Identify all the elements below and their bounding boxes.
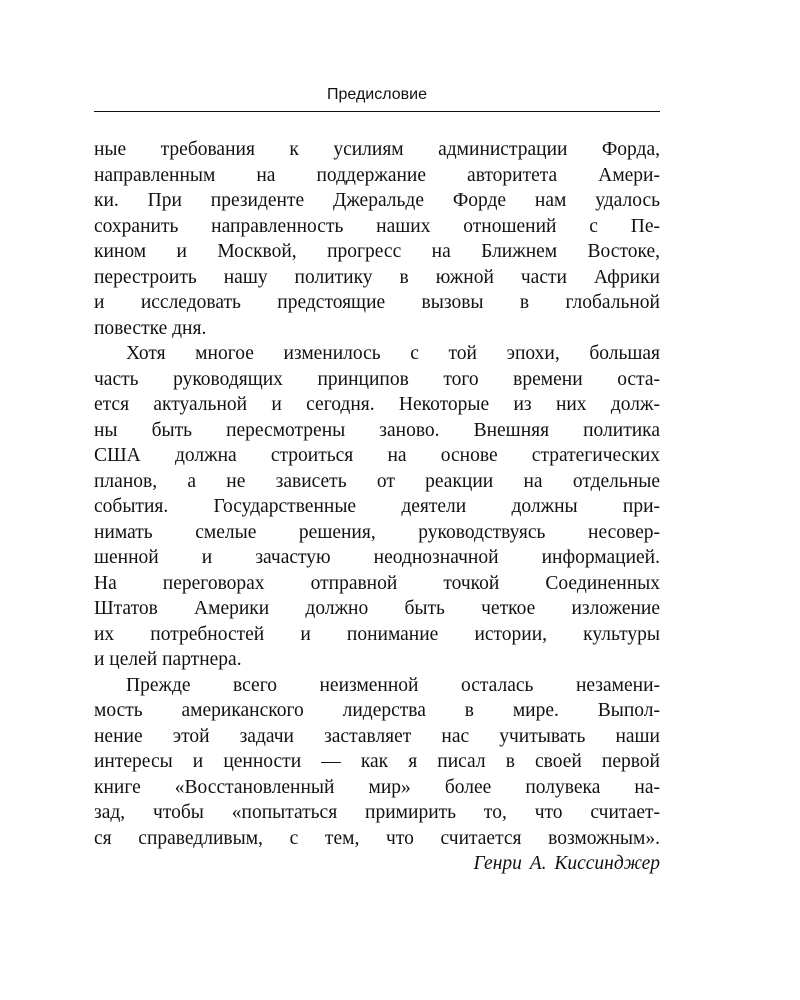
text-line: кином и Москвой, прогресс на Ближнем Востоке, [94,241,660,262]
text-line: нимать смелые решения, руководствуясь несовер- [94,521,660,543]
text-line: ны быть пересмотрены заново. Внешняя политика [94,419,660,441]
text-line: Хотя многое изменилось с той эпохи, большая [126,343,660,364]
text-line: сохранить направленность наших отношений с Пе- [94,215,660,237]
text-line: и целей партнера. [94,649,242,670]
text-line: ется актуальной и сегодня. Некоторые из них долж- [94,394,660,415]
text-line: их потребностей и понимание истории, культуры [94,623,660,645]
text-line: планов, а не зависеть от реакции на отдельные [94,470,660,492]
text-line: и исследовать предстоящие вызовы в глобальной [94,292,660,313]
text-line: нение этой задачи заставляет нас учитывать наши [94,725,660,747]
body-text [94,137,660,877]
text-line: ки. При президенте Джеральде Форде нам удалось [94,190,660,211]
paragraph-1 [94,137,660,341]
text-line: направленным на поддержание авторитета Амери- [94,164,660,186]
running-head-title: Предисловие [327,86,427,103]
paragraph-2 [94,341,660,673]
text-line: зад, чтобы «попытаться примирить то, что считает- [94,802,660,823]
text-line: перестроить нашу политику в южной части Африки [94,266,660,288]
text-line: Прежде всего неизменной осталась незамени- [126,674,660,696]
text-line: интересы и ценности — как я писал в своей первой [94,751,660,772]
text-line: ные требования к усилиям администрации Форда, [94,139,660,160]
author-signature: Генри А. Киссинджер [473,853,660,874]
text-line: повестке дня. [94,317,207,339]
text-line: Штатов Америки должно быть четкое изложение [94,598,660,619]
text-line: шенной и зачастую неоднозначной информацией. [94,547,660,568]
text-line: На переговорах отправной точкой Соединенных [94,572,660,594]
paragraph-3 [94,673,660,852]
text-line: часть руководящих принципов того времени оста- [94,368,660,390]
text-line: мость американского лидерства в мире. Выпол- [94,700,660,721]
text-line: ся справедливым, с тем, что считается возможным». [94,827,660,849]
text-line: события. Государственные деятели должны при- [94,496,660,517]
text-line: книге «Восстановленный мир» более полувека на- [94,776,660,798]
text-line: США должна строиться на основе стратегических [94,445,660,466]
header-rule [94,111,660,112]
